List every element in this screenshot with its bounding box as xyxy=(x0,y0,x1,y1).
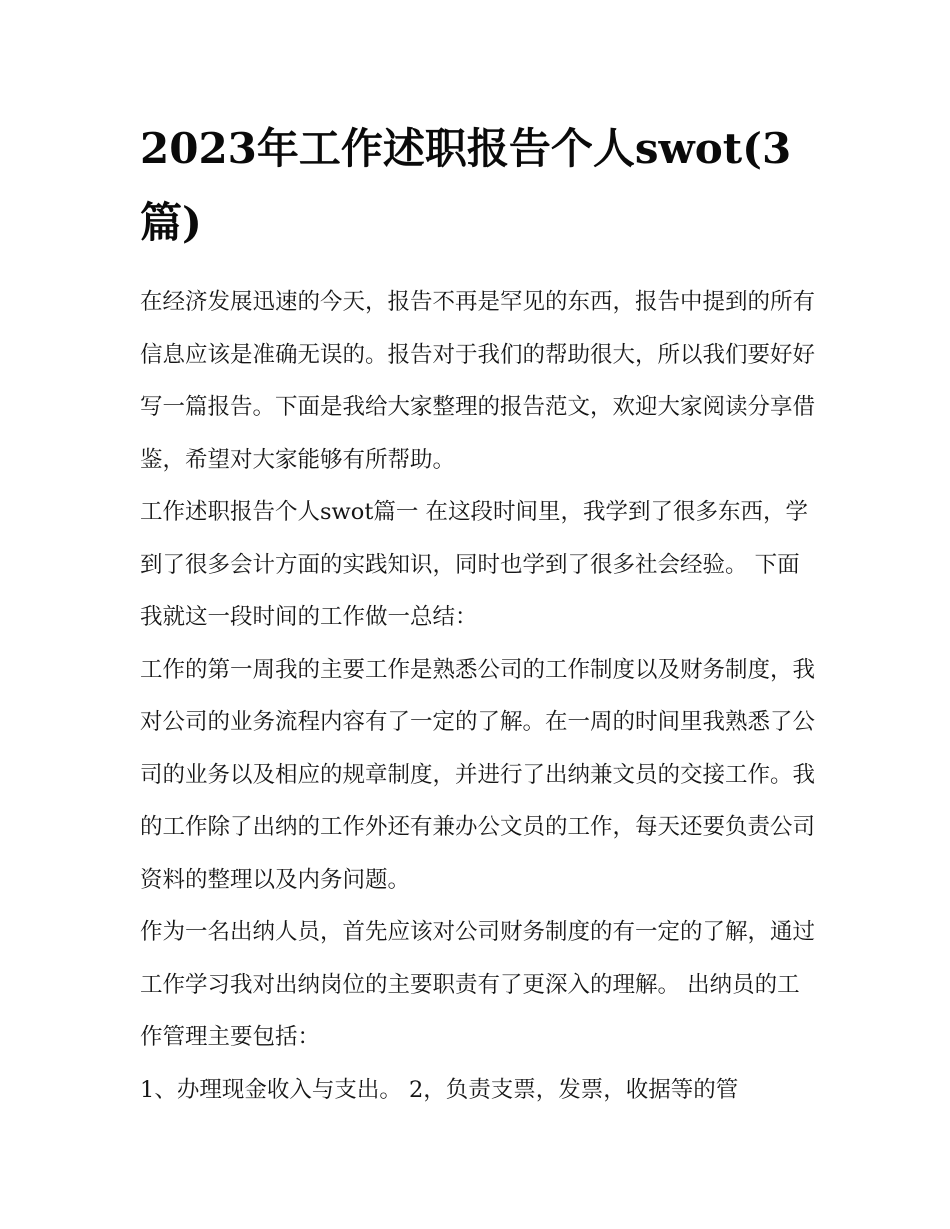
document-body xyxy=(140,276,820,1116)
paragraph-cashier-duties: 作为一名出纳人员，首先应该对公司财务制度的有一定的了解，通过工作学习我对出纳岗位的主要职责有了更深入的理解。 出纳员的工作管理主要包括： xyxy=(140,919,816,1050)
document-title: 2023年工作述职报告个人swot(3篇) xyxy=(140,124,792,247)
paragraph-section-one: 工作述职报告个人swot篇一 在这段时间里，我学到了很多东西，学到了很多会计方面的实践知识，同时也学到了很多社会经验。 下面我就这一段时间的工作做一总结： xyxy=(140,499,809,630)
paragraph-duty-list: 1、办理现金收入与支出。 2，负责支票，发票，收据等的管 xyxy=(140,1076,739,1103)
paragraph-intro: 在经济发展迅速的今天，报告不再是罕见的东西，报告中提到的所有信息应该是准确无误的。报告对于我们的帮助很大，所以我们要好好写一篇报告。下面是我给大家整理的报告范文，欢迎大家阅读分享借鉴，希望对大家能够有所帮助。 xyxy=(140,289,816,473)
paragraph-first-week: 工作的第一周我的主要工作是熟悉公司的工作制度以及财务制度，我对公司的业务流程内容有了一定的了解。在一周的时间里我熟悉了公司的业务以及相应的规章制度，并进行了出纳兼文员的交接工作。我的工作除了出纳的工作外还有兼办公文员的工作，每天还要负责公司资料的整理以及内务问题。 xyxy=(140,656,816,893)
